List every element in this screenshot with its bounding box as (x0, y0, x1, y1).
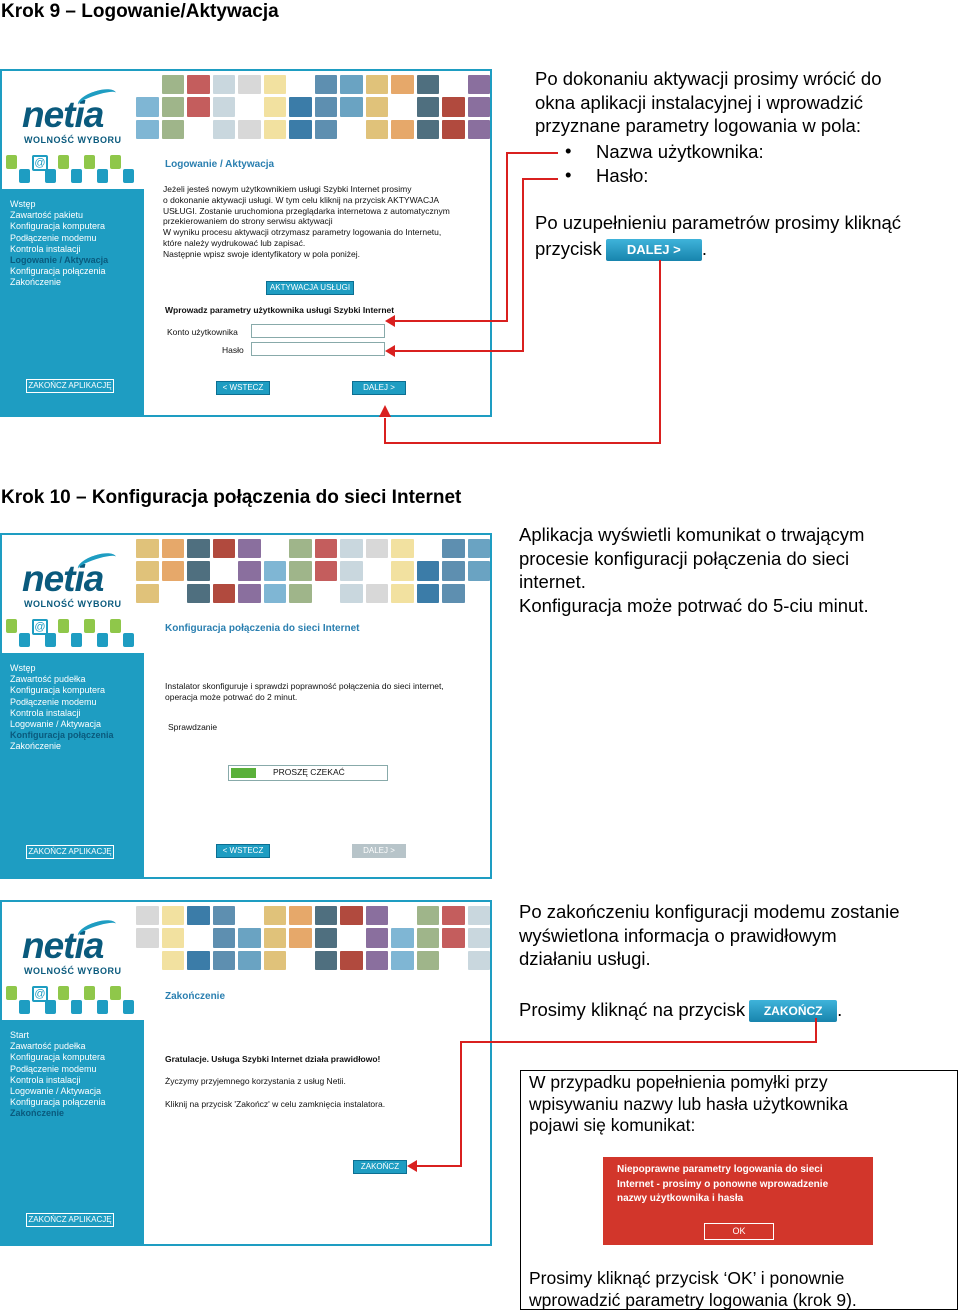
annotation-line (417, 1165, 462, 1167)
sidebar-menu-item[interactable]: Zawartość pakietu (10, 210, 84, 221)
sidebar-menu-item[interactable]: Wstęp (10, 663, 36, 673)
sidebar-menu-item[interactable]: Podłączenie modemu (10, 232, 97, 243)
finish-button-image: ZAKOŃCZ (749, 1000, 837, 1022)
progress-label: PROSZĘ CZEKAĆ (273, 767, 345, 777)
exit-app-button[interactable]: ZAKOŃCZ APLIKACJĘ (26, 845, 114, 859)
photo-mosaic (136, 906, 490, 970)
finish-click-text: Prosimy kliknąć na przycisk ZAKOŃCZ . (519, 998, 842, 1022)
netia-logo: netia WOLNOŚĆ WYBORU (22, 561, 122, 609)
annotation-line (506, 152, 558, 154)
sidebar-menu-item[interactable]: Podłączenie modemu (10, 696, 97, 707)
sidebar-menu-item[interactable]: Logowanie / Aktywacja (10, 255, 109, 266)
instruction-text: Kliknij na przycisk 'Zakończ' w celu zamknięcia instalatora. (165, 1099, 386, 1109)
sidebar-menu-item[interactable]: Konfiguracja połączenia (10, 730, 114, 741)
exit-app-button[interactable]: ZAKOŃCZ APLIKACJĘ (26, 379, 114, 393)
sidebar-menu (2, 1020, 144, 1244)
sidebar-menu-item[interactable]: Start (10, 1030, 30, 1040)
annotation-line (384, 442, 661, 444)
photo-mosaic (136, 75, 490, 139)
bullet-username: Nazwa użytkownika: (596, 141, 764, 162)
password-label: Hasło (222, 345, 244, 355)
annotation-arrow (379, 405, 391, 417)
progress-fill (231, 768, 256, 778)
sidebar-menu-item[interactable]: Konfiguracja komputera (10, 685, 106, 696)
annotation-line (460, 1041, 817, 1043)
annotation-line (659, 260, 661, 444)
color-blocks: @ (6, 155, 142, 185)
activate-service-button[interactable]: AKTYWACJA USŁUGI (266, 281, 354, 295)
error-note-footer: Prosimy kliknąć przycisk ‘OK’ i ponownie wprowadzić parametry logowania (krok 9). (529, 1268, 857, 1310)
annotation-line (395, 350, 524, 352)
finish-description: Po zakończeniu konfiguracji modemu zostanie wyświetlona informacja o prawidłowym działaniu usługi. (519, 901, 900, 969)
sidebar-menu-item[interactable]: Kontrola instalacji (10, 707, 81, 718)
info-text: Instalator skonfiguruje i sprawdzi poprawność połączenia do sieci internet, operacja może potrwać do 2 minut. (165, 681, 444, 702)
annotation-line (506, 152, 508, 322)
sidebar-menu (2, 653, 144, 877)
annotation-arrow (407, 1160, 417, 1172)
page-heading: Logowanie / Aktywacja (165, 159, 275, 170)
bullet-dot: • (565, 140, 572, 161)
bullet-password: Hasło: (596, 165, 649, 186)
sidebar-menu-item[interactable]: Zakończenie (10, 1108, 65, 1119)
sidebar-menu-item[interactable]: Podłączenie modemu (10, 1063, 97, 1074)
sidebar-menu-item[interactable]: Konfiguracja komputera (10, 221, 106, 232)
progress-bar (228, 765, 388, 781)
sidebar-menu-item[interactable]: Zawartość pudełka (10, 674, 86, 685)
intro-text: Jeżeli jesteś nowym użytkownikiem usługi Szybki Internet prosimy o dokonanie aktywacji usługi. W tym celu kliknij na przycisk AKTYWACJA USŁUGI. Zostanie uruchomiona przeglądarka internetowa z automatycznym przekierowaniem do strony serwisu aktywacji W wyniku procesu aktywacji otrzymasz parametry logowania do Internetu, które należy wydrukować lub zapisać. Następnie wpisz swoje identyfikatory w pola poniżej. (163, 184, 450, 259)
sidebar-menu-item[interactable]: Zakończenie (10, 741, 62, 752)
exit-app-button[interactable]: ZAKOŃCZ APLIKACJĘ (26, 1213, 114, 1227)
password-input[interactable] (251, 342, 385, 356)
error-dialog (603, 1157, 873, 1245)
login-input[interactable] (251, 324, 385, 338)
sidebar-menu-item[interactable]: Konfiguracja połączenia (10, 1097, 106, 1108)
screen-connection (0, 533, 492, 879)
screen-finish (0, 900, 492, 1246)
sidebar-menu-item[interactable]: Zakończenie (10, 277, 62, 288)
login-label: Konto użytkownika (167, 327, 238, 337)
sidebar-menu (2, 189, 144, 415)
annotation-line (395, 320, 508, 322)
annotation-line (815, 1018, 817, 1043)
back-button[interactable]: < WSTECZ (216, 381, 270, 395)
annotation-line (522, 178, 558, 180)
ok-button[interactable]: OK (704, 1223, 774, 1240)
page-heading: Konfiguracja połączenia do sieci Internet (165, 623, 360, 634)
next-button[interactable]: DALEJ > (352, 381, 406, 395)
next-button-disabled: DALEJ > (352, 844, 406, 858)
step10-title: Krok 10 – Konfiguracja połączenia do sieci Internet (1, 487, 462, 508)
step9-after-line2: przycisk DALEJ > . (535, 237, 707, 261)
annotation-arrow (385, 315, 395, 327)
status-text: Sprawdzanie (168, 722, 218, 732)
next-button-image: DALEJ > (606, 239, 702, 261)
error-note-text: W przypadku popełnienia pomyłki przy wpisywaniu nazwy lub hasła użytkownika pojawi się komunikat: (529, 1072, 849, 1135)
sidebar-menu-item[interactable]: Logowanie / Aktywacja (10, 719, 102, 730)
sidebar-menu-item[interactable]: Kontrola instalacji (10, 1074, 81, 1085)
congrats-text: Gratulacje. Usługa Szybki Internet działa prawidłowo! (165, 1054, 381, 1064)
sidebar-menu-item[interactable]: Konfiguracja połączenia (10, 266, 106, 277)
annotation-line (460, 1041, 462, 1167)
photo-mosaic (136, 539, 490, 603)
sidebar-menu-item[interactable]: Zawartość pudełka (10, 1041, 86, 1052)
sidebar-menu-item[interactable]: Logowanie / Aktywacja (10, 1086, 102, 1097)
page-heading: Zakończenie (165, 991, 226, 1002)
netia-logo: netia WOLNOŚĆ WYBORU (22, 97, 122, 145)
bullet-dot: • (565, 164, 572, 185)
color-blocks: @ (6, 619, 142, 649)
step10-description: Aplikacja wyświetli komunikat o trwającym procesie konfiguracji połączenia do sieci internet. Konfiguracja może potrwać do 5-ciu minut. (519, 524, 869, 616)
form-title: Wprowadz parametry użytkownika usługi Szybki Internet (165, 305, 395, 315)
back-button[interactable]: < WSTECZ (216, 844, 270, 858)
sidebar-menu-item[interactable]: Wstęp (10, 199, 36, 209)
sidebar-menu-item[interactable]: Kontrola instalacji (10, 243, 81, 254)
step9-after-text: Po uzupełnieniu parametrów prosimy kliknąć (535, 212, 902, 233)
sidebar-menu-item[interactable]: Konfiguracja komputera (10, 1052, 106, 1063)
screen-login (0, 69, 492, 417)
annotation-arrow (385, 345, 395, 357)
wish-text: Życzymy przyjemnego korzystania z usług Netii. (165, 1076, 346, 1086)
annotation-line (384, 418, 386, 444)
step9-description: Po dokonaniu aktywacji prosimy wrócić do okna aplikacji instalacyjnej i wprowadzić przyznane parametry logowania w pola: (535, 68, 882, 136)
step9-title: Krok 9 – Logowanie/Aktywacja (1, 1, 279, 22)
finish-button[interactable]: ZAKOŃCZ (353, 1160, 407, 1174)
annotation-line (522, 178, 524, 352)
error-message: Niepoprawne parametry logowania do sieci Internet - prosimy o ponowne wprowadzenie nazwy użytkownika i hasła (617, 1164, 829, 1204)
color-blocks: @ (6, 986, 142, 1016)
netia-logo: netia WOLNOŚĆ WYBORU (22, 928, 122, 976)
